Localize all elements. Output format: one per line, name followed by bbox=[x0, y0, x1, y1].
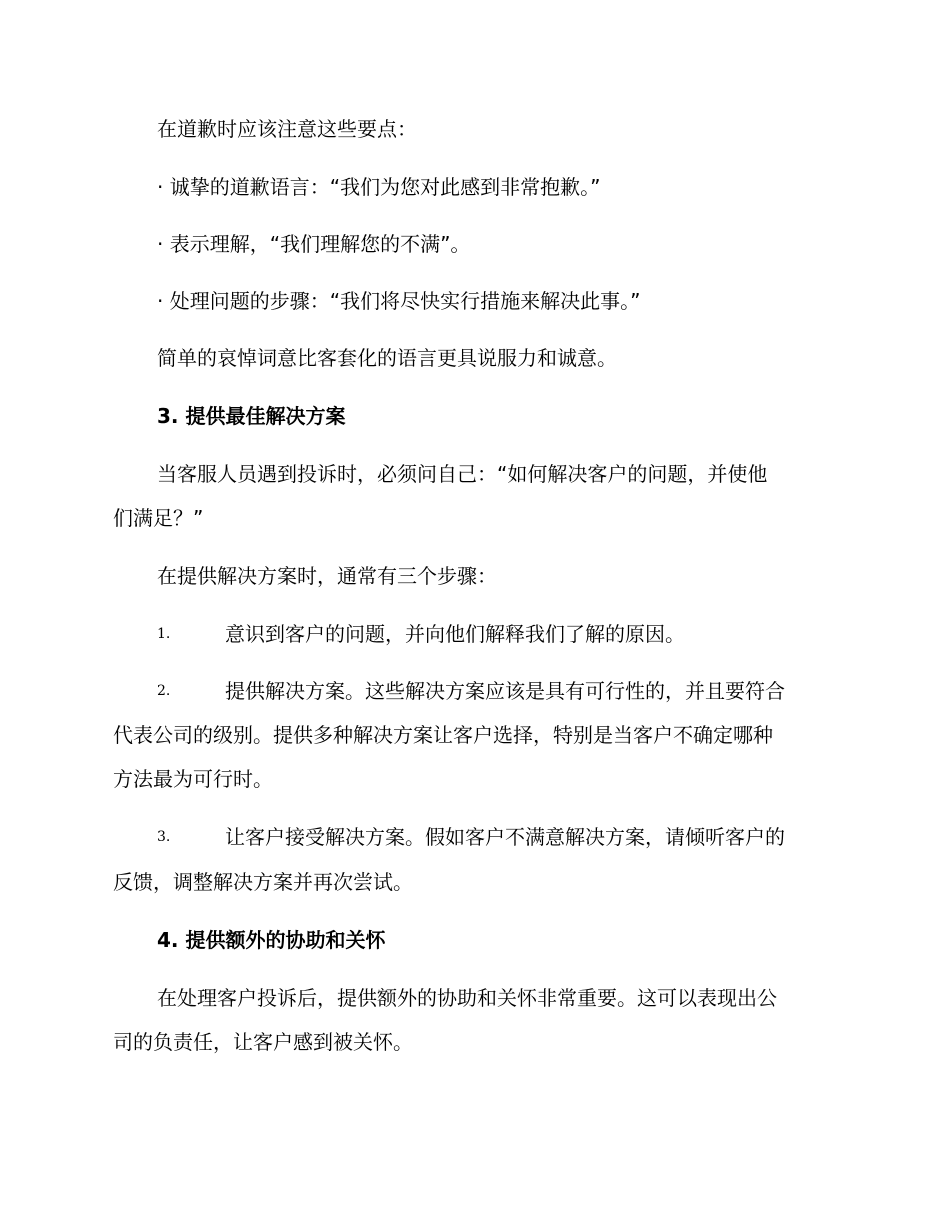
step-text-line: 反馈，调整解决方案并再次尝试。 bbox=[113, 870, 413, 894]
section-heading: 3. 提供最佳解决方案 bbox=[157, 404, 346, 428]
summary-paragraph: 简单的哀悼词意比客套化的语言更具说服力和诚意。 bbox=[157, 346, 617, 370]
step-text-line: 代表公司的级别。提供多种解决方案让客户选择，特别是当客户不确定哪种 bbox=[113, 723, 773, 747]
step-text-line: 让客户接受解决方案。假如客户不满意解决方案，请倾听客户的 bbox=[225, 825, 785, 849]
step-number: 3. bbox=[157, 829, 171, 845]
bullet-item: · 表示理解，“我们理解您的不满”。 bbox=[157, 232, 471, 256]
bullet-item: · 处理问题的步骤：“我们将尽快实行措施来解决此事。” bbox=[157, 289, 641, 313]
step-text-line: 方法最为可行时。 bbox=[113, 767, 273, 791]
intro-paragraph: 在道歉时应该注意这些要点： bbox=[157, 117, 417, 141]
step-text-line: 提供解决方案。这些解决方案应该是具有可行性的，并且要符合 bbox=[225, 679, 785, 703]
step-text-line: 意识到客户的问题，并向他们解释我们了解的原因。 bbox=[225, 622, 685, 646]
bullet-item: · 诚挚的道歉语言：“我们为您对此感到非常抱歉。” bbox=[157, 175, 601, 199]
steps-intro: 在提供解决方案时，通常有三个步骤： bbox=[157, 564, 497, 588]
paragraph-line: 们满足？” bbox=[113, 506, 204, 530]
step-number: 1. bbox=[157, 626, 171, 642]
step-number: 2. bbox=[157, 683, 171, 699]
paragraph-line: 在处理客户投诉后，提供额外的协助和关怀非常重要。这可以表现出公 bbox=[157, 986, 777, 1010]
paragraph-line: 当客服人员遇到投诉时，必须问自己：“如何解决客户的问题，并使他 bbox=[157, 462, 768, 486]
section-heading: 4. 提供额外的协助和关怀 bbox=[157, 928, 386, 952]
paragraph-line: 司的负责任，让客户感到被关怀。 bbox=[113, 1030, 413, 1054]
